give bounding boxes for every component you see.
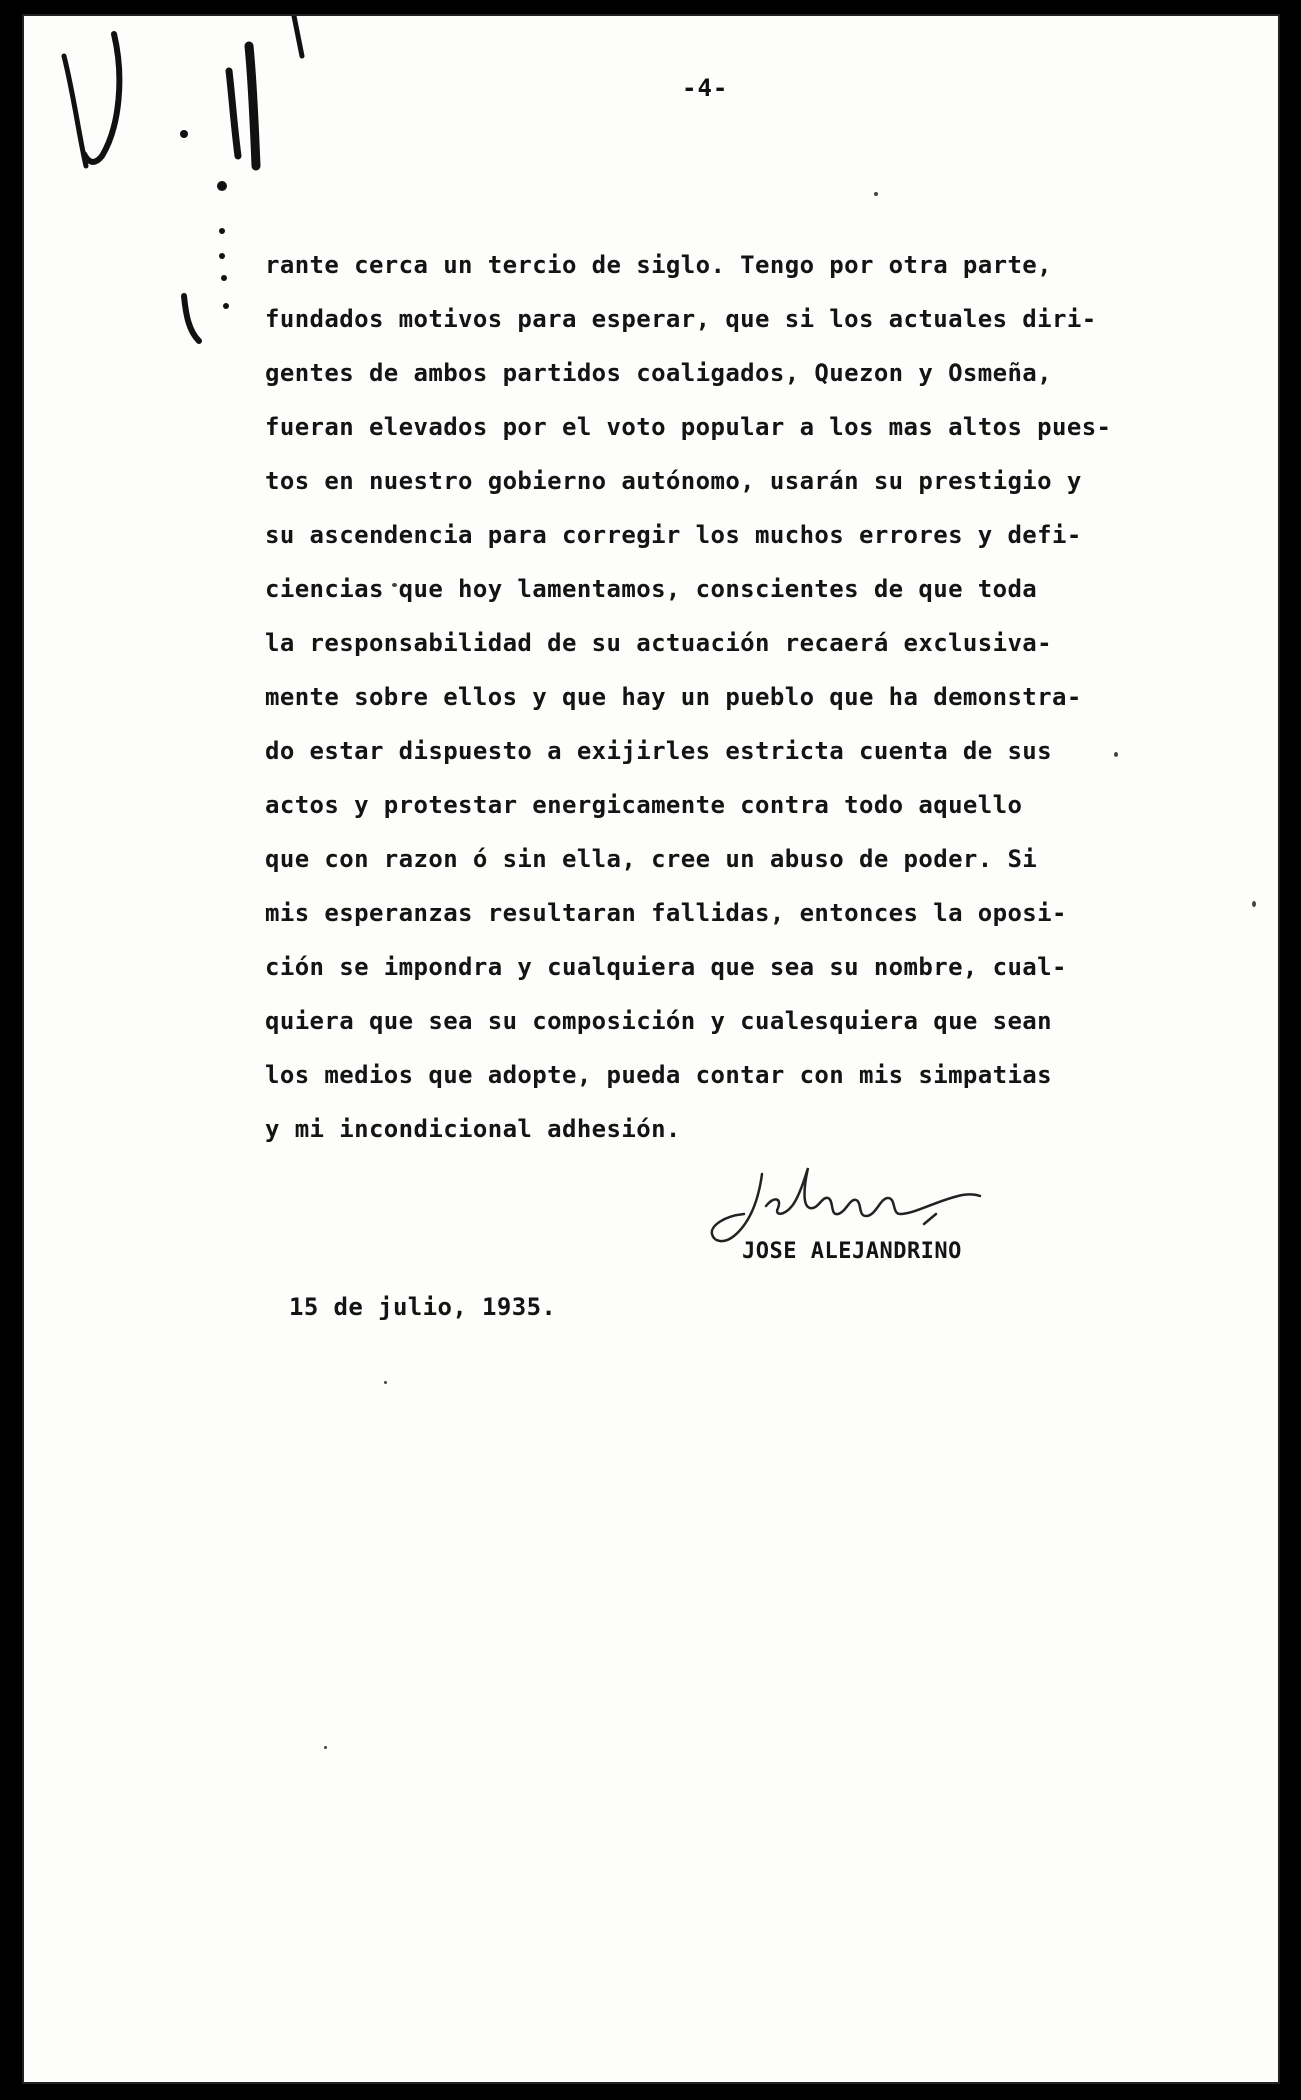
body-line: los medios que adopte, pueda contar con mis simpatias (265, 1061, 1053, 1089)
stray-ink-mark (1252, 901, 1256, 907)
body-line: ción se impondra y cualquiera que sea su nombre, cual- (265, 953, 1067, 981)
body-line: quiera que sea su composición y cualesquiera que sean (265, 1007, 1053, 1035)
body-line: mis esperanzas resultaran fallidas, entonces la oposi- (265, 899, 1067, 927)
body-line: su ascendencia para corregir los muchos errores y defi- (265, 521, 1082, 549)
body-line: rante cerca un tercio de siglo. Tengo por otra parte, (265, 251, 1053, 279)
letter-body (265, 238, 1185, 1156)
body-line: mente sobre ellos y que hay un pueblo que ha demonstra- (265, 683, 1082, 711)
body-line: ciencias que hoy lamentamos, conscientes de que toda (265, 575, 1038, 603)
body-line: actos y protestar energicamente contra todo aquello (265, 791, 1023, 819)
body-line: la responsabilidad de su actuación recaerá exclusiva- (265, 629, 1053, 657)
body-line: y mi incondicional adhesión. (265, 1115, 681, 1143)
signer-name: JOSE ALEJANDRINO (742, 1239, 962, 1264)
stray-ink-mark (324, 1746, 327, 1749)
body-line: fueran elevados por el voto popular a los mas altos pues- (265, 413, 1112, 441)
body-line: do estar dispuesto a exijirles estricta cuenta de sus (265, 737, 1053, 765)
document-page (22, 14, 1280, 2084)
stray-ink-mark (384, 1381, 387, 1384)
page-number: -4- (682, 74, 729, 102)
body-line: que con razon ó sin ella, cree un abuso de poder. Si (265, 845, 1038, 873)
body-line: tos en nuestro gobierno autónomo, usarán su prestigio y (265, 467, 1082, 495)
letter-date: 15 de julio, 1935. (289, 1293, 557, 1321)
body-line: gentes de ambos partidos coaligados, Quezon y Osmeña, (265, 359, 1053, 387)
stray-ink-mark (874, 192, 878, 196)
body-line: fundados motivos para esperar, que si los actuales diri- (265, 305, 1097, 333)
